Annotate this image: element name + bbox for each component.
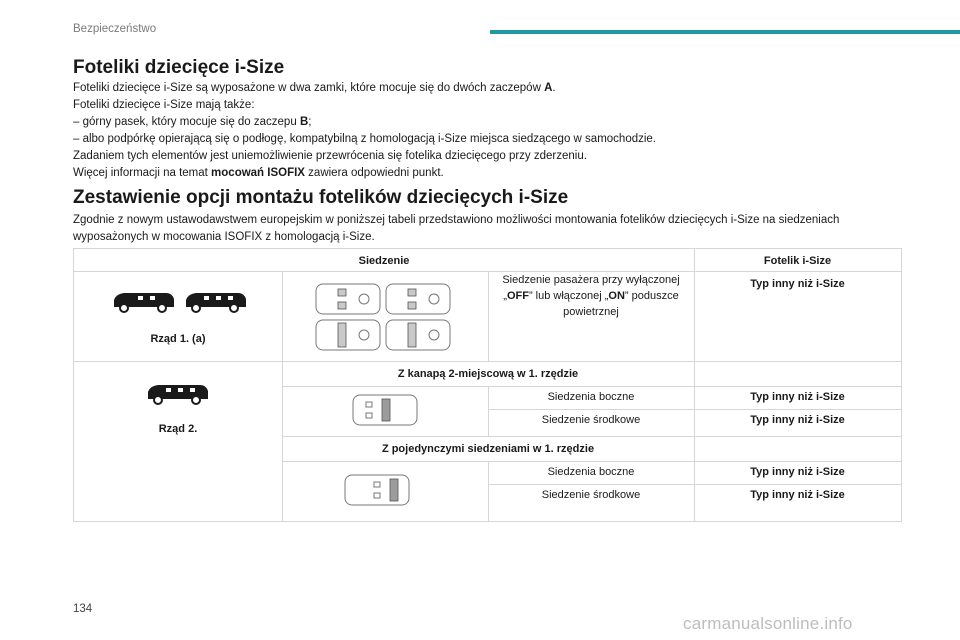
header-child-seat: Fotelik i-Size xyxy=(763,255,832,267)
page-number: 134 xyxy=(73,603,93,615)
header-accent-bar xyxy=(490,30,960,34)
van-icon xyxy=(114,293,174,312)
table-divider xyxy=(282,271,283,521)
car-topview-icon xyxy=(316,320,380,350)
header-seat: Siedzenie xyxy=(358,255,410,267)
section-header: Bezpieczeństwo xyxy=(73,23,157,35)
paragraph-1 xyxy=(73,80,556,97)
text: – górny pasek, który mocuje się do zaczepu xyxy=(73,116,300,128)
group2-side-value: Typ inny niż i-Size xyxy=(750,466,845,478)
group2-center-label: Siedzenie środkowe xyxy=(541,489,641,501)
page-title: Foteliki dziecięce i-Size xyxy=(73,57,285,78)
row1-value: Typ inny niż i-Size xyxy=(750,278,845,290)
text: ” lub włączonej „ xyxy=(528,290,609,302)
van-icon xyxy=(144,381,214,407)
text: ” poduszce powietrznej xyxy=(563,290,679,318)
table-divider xyxy=(488,271,489,361)
text: Siedzenie pasażera przy wyłączonej „ xyxy=(502,274,680,302)
van-icon xyxy=(186,293,246,312)
bold-text: mocowań ISOFIX xyxy=(211,167,305,179)
seat-layout-diagrams xyxy=(314,281,454,353)
car-topview-icon xyxy=(344,473,412,507)
paragraph-6 xyxy=(73,165,444,182)
group1-side-value: Typ inny niż i-Size xyxy=(750,391,845,403)
group1-center-value: Typ inny niż i-Size xyxy=(750,414,845,426)
on-label: ON xyxy=(608,290,625,302)
row2-label: Rząd 2. xyxy=(158,423,198,435)
table-divider xyxy=(74,361,901,362)
paragraph-2: Foteliki dziecięce i-Size mają także: xyxy=(73,99,255,111)
group2-center-value: Typ inny niż i-Size xyxy=(750,489,845,501)
table-divider xyxy=(282,436,901,437)
group1-title: Z kanapą 2-miejscową w 1. rzędzie xyxy=(397,368,579,380)
group2-title: Z pojedynczymi siedzeniami w 1. rzędzie xyxy=(381,443,595,455)
compatibility-table xyxy=(73,248,902,522)
group1-side-label: Siedzenia boczne xyxy=(547,391,635,403)
table-divider xyxy=(282,386,901,387)
van-icons xyxy=(110,289,250,315)
table-divider xyxy=(282,461,901,462)
section-intro: Zgodnie z nowym ustawodawstwem europejskim w poniższej tabeli przedstawiono możliwości montowania fotelików dziecięcych i-Size na siedzeniach wyposażonych w mocowania ISOFIX z homologacją i-Size. xyxy=(73,214,840,243)
text: . xyxy=(552,82,556,94)
row1-description xyxy=(492,272,690,320)
section-title: Zestawienie opcji montażu fotelików dziecięcych i-Size xyxy=(73,187,569,208)
group1-center-label: Siedzenie środkowe xyxy=(541,414,641,426)
car-topview-icon xyxy=(352,393,420,427)
text: zawiera odpowiedni punkt. xyxy=(304,167,444,179)
text: ; xyxy=(308,116,312,128)
bold-text: B xyxy=(299,116,309,128)
paragraph-3 xyxy=(73,114,311,131)
car-topview-icon xyxy=(386,320,450,350)
paragraph-5: Zadaniem tych elementów jest uniemożliwienie przewrócenia się fotelika dziecięcego przy zderzeniu. xyxy=(73,150,587,162)
bold-text: A xyxy=(544,82,553,94)
car-topview-icon xyxy=(386,284,450,314)
car-topview-icon xyxy=(316,284,380,314)
text: Foteliki dziecięce i-Size są wyposażone w dwa zamki, które mocuje się do dwóch zaczepów xyxy=(73,82,545,94)
text: Więcej informacji na temat xyxy=(73,167,212,179)
group2-side-label: Siedzenia boczne xyxy=(547,466,635,478)
watermark: carmanualsonline.info xyxy=(683,614,853,633)
row1-label: Rząd 1. (a) xyxy=(150,333,206,345)
off-label: OFF xyxy=(506,290,529,302)
paragraph-4: – albo podpórkę opierającą się o podłogę, kompatybilną z homologacją i-Size miejsca siedzącego w samochodzie. xyxy=(73,133,657,145)
